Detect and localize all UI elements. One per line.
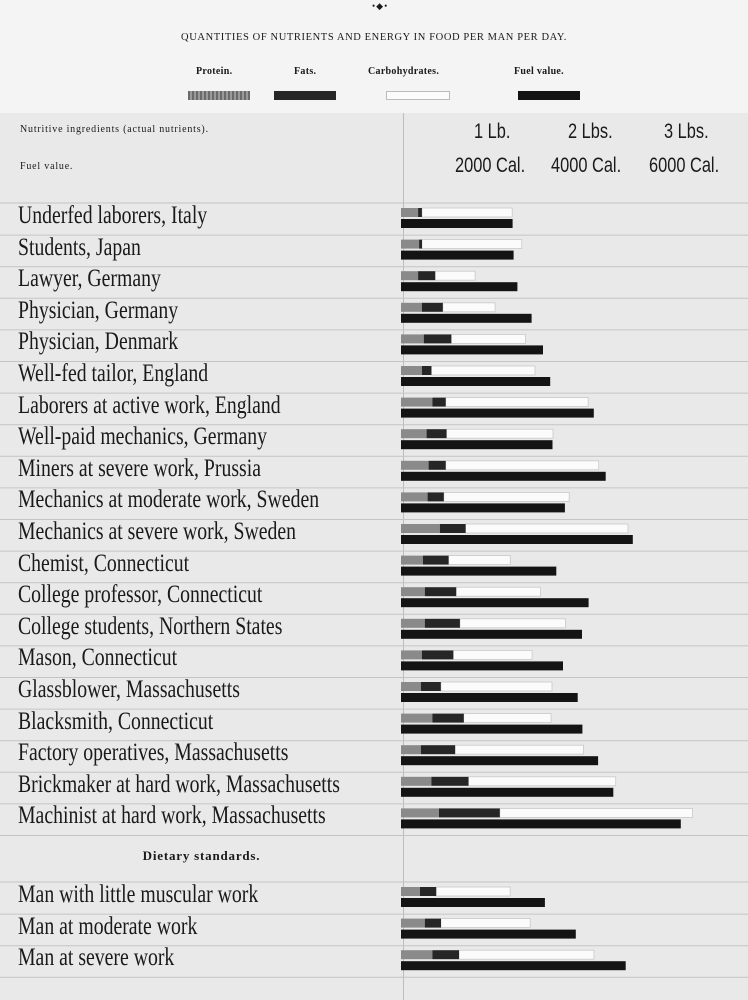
row-label-laborers-at-active-work-england: Laborers at active work, England	[18, 391, 281, 419]
bar-fats-well-fed-tailor-england	[422, 366, 432, 375]
legend-swatch-carbohydrates	[386, 91, 450, 100]
bar-fats-physician-denmark	[424, 334, 452, 343]
row-label-physician-denmark: Physician, Denmark	[18, 328, 179, 356]
bar-carbohydrates-mechanics-at-severe-work-sweden	[466, 524, 628, 533]
tick-label-4000cal: 4000 Cal.	[551, 154, 622, 177]
legend-label-fats: Fats.	[294, 66, 317, 77]
row-label-college-professor-connecticut: College professor, Connecticut	[18, 581, 263, 609]
bar-protein-factory-operatives-massachusetts	[401, 745, 421, 754]
row-label-mechanics-at-moderate-work-sweden: Mechanics at moderate work, Sweden	[18, 486, 320, 514]
bar-carbohydrates-glassblower-massachusetts	[441, 682, 552, 691]
bar-carbohydrates-factory-operatives-massachusetts	[455, 745, 583, 754]
row-label-chemist-connecticut: Chemist, Connecticut	[18, 549, 190, 577]
bar-carbohydrates-physician-denmark	[451, 334, 525, 343]
legend-label-protein: Protein.	[196, 66, 233, 77]
bar-chart	[0, 113, 748, 1000]
bar-fuel-blacksmith-connecticut	[401, 725, 582, 734]
bar-protein-man-at-severe-work	[401, 950, 432, 959]
bar-fats-man-at-severe-work	[432, 950, 459, 959]
legend-label-fuel: Fuel value.	[514, 66, 564, 77]
bar-carbohydrates-mechanics-at-moderate-work-sweden	[444, 492, 569, 501]
bar-carbohydrates-blacksmith-connecticut	[464, 714, 551, 723]
bar-fuel-glassblower-massachusetts	[401, 693, 578, 702]
bar-fuel-laborers-at-active-work-england	[401, 409, 594, 418]
bar-fats-students-japan	[419, 240, 422, 249]
bar-fats-mason-connecticut	[422, 650, 453, 659]
bar-fats-mechanics-at-moderate-work-sweden	[428, 492, 444, 501]
bar-protein-glassblower-massachusetts	[401, 682, 421, 691]
bar-carbohydrates-well-fed-tailor-england	[431, 366, 535, 375]
bar-protein-machinist-at-hard-work-massachusetts	[401, 808, 439, 817]
bar-fuel-chemist-connecticut	[401, 567, 556, 576]
bar-carbohydrates-laborers-at-active-work-england	[446, 398, 589, 407]
bar-fuel-college-students-northern-states	[401, 630, 582, 639]
bar-fuel-machinist-at-hard-work-massachusetts	[401, 819, 681, 828]
row-label-well-fed-tailor-england: Well-fed tailor, England	[18, 360, 209, 387]
legend-label-carbohydrates: Carbohydrates.	[368, 66, 440, 77]
row-label-well-paid-mechanics-germany: Well-paid mechanics, Germany	[18, 423, 268, 451]
tick-label-1lb: 1 Lb.	[474, 120, 511, 143]
bar-fuel-man-at-moderate-work	[401, 930, 576, 939]
tick-label-3lbs: 3 Lbs.	[664, 120, 709, 143]
row-label-glassblower-massachusetts: Glassblower, Massachusetts	[18, 676, 240, 703]
bar-fuel-factory-operatives-massachusetts	[401, 756, 598, 765]
bar-carbohydrates-college-students-northern-states	[460, 619, 566, 628]
bar-carbohydrates-well-paid-mechanics-germany	[447, 429, 553, 438]
bar-fats-brickmaker-at-hard-work-massachusetts	[431, 777, 468, 786]
legend-swatch-protein	[188, 91, 250, 100]
tick-label-2000cal: 2000 Cal.	[455, 154, 526, 177]
bar-protein-physician-germany	[401, 303, 422, 312]
bar-carbohydrates-chemist-connecticut	[449, 556, 511, 565]
bar-fuel-well-fed-tailor-england	[401, 377, 550, 386]
tick-label-2lbs: 2 Lbs.	[568, 120, 613, 143]
bar-fats-lawyer-germany	[418, 271, 435, 280]
bar-fats-mechanics-at-severe-work-sweden	[440, 524, 466, 533]
bar-fuel-mechanics-at-severe-work-sweden	[401, 535, 633, 544]
row-label-physician-germany: Physician, Germany	[18, 296, 179, 324]
row-label-factory-operatives-massachusetts: Factory operatives, Massachusetts	[18, 739, 289, 767]
bar-fats-physician-germany	[422, 303, 443, 312]
bar-fuel-physician-denmark	[401, 345, 543, 354]
bar-fuel-mason-connecticut	[401, 661, 563, 670]
bar-protein-mason-connecticut	[401, 650, 422, 659]
bar-fuel-mechanics-at-moderate-work-sweden	[401, 503, 565, 512]
bar-fuel-man-at-severe-work	[401, 961, 626, 970]
bar-fats-factory-operatives-massachusetts	[421, 745, 455, 754]
row-label-lawyer-germany: Lawyer, Germany	[18, 265, 161, 293]
bar-fuel-college-professor-connecticut	[401, 598, 589, 607]
bar-carbohydrates-college-professor-connecticut	[456, 587, 540, 596]
standard-label-man-with-little-muscular-work: Man with little muscular work	[18, 881, 259, 908]
bar-protein-brickmaker-at-hard-work-massachusetts	[401, 777, 431, 786]
bar-protein-laborers-at-active-work-england	[401, 398, 432, 407]
nutrients-axis-label: Nutritive ingredients (actual nutrients).	[20, 124, 209, 135]
legend-swatch-fuel	[518, 91, 580, 100]
bar-protein-man-at-moderate-work	[401, 919, 425, 928]
bar-protein-mechanics-at-moderate-work-sweden	[401, 492, 428, 501]
bar-protein-man-with-little-muscular-work	[401, 887, 420, 896]
bar-fats-college-professor-connecticut	[425, 587, 456, 596]
standard-label-man-at-severe-work: Man at severe work	[18, 944, 175, 972]
bar-fats-miners-at-severe-work-prussia	[429, 461, 446, 470]
ornament: •◆•	[372, 1, 389, 11]
tick-label-6000cal: 6000 Cal.	[649, 154, 720, 177]
bar-fats-college-students-northern-states	[425, 619, 460, 628]
bar-fuel-underfed-laborers-italy	[401, 219, 513, 228]
bar-protein-college-professor-connecticut	[401, 587, 425, 596]
bar-fuel-miners-at-severe-work-prussia	[401, 472, 606, 481]
bar-fats-blacksmith-connecticut	[432, 714, 463, 723]
row-label-students-japan: Students, Japan	[18, 233, 141, 261]
bar-carbohydrates-man-at-moderate-work	[441, 919, 530, 928]
chart-body	[0, 113, 748, 1000]
bar-protein-well-paid-mechanics-germany	[401, 429, 427, 438]
bar-protein-physician-denmark	[401, 334, 424, 343]
bar-protein-underfed-laborers-italy	[401, 208, 418, 217]
row-label-brickmaker-at-hard-work-massachusetts: Brickmaker at hard work, Massachusetts	[18, 770, 340, 798]
bar-protein-mechanics-at-severe-work-sweden	[401, 524, 440, 533]
bar-fats-chemist-connecticut	[423, 556, 449, 565]
row-label-college-students-northern-states: College students, Northern States	[18, 612, 283, 640]
bar-carbohydrates-underfed-laborers-italy	[422, 208, 512, 217]
bar-protein-blacksmith-connecticut	[401, 714, 432, 723]
bar-carbohydrates-man-at-severe-work	[459, 950, 594, 959]
bar-protein-lawyer-germany	[401, 271, 418, 280]
standards-heading: Dietary standards.	[142, 848, 261, 863]
bar-fuel-man-with-little-muscular-work	[401, 898, 545, 907]
bar-fuel-well-paid-mechanics-germany	[401, 440, 553, 449]
bar-carbohydrates-machinist-at-hard-work-massachusetts	[500, 808, 693, 817]
bar-fats-man-at-moderate-work	[425, 919, 441, 928]
bar-protein-well-fed-tailor-england	[401, 366, 422, 375]
bar-fats-underfed-laborers-italy	[418, 208, 422, 217]
bar-fats-machinist-at-hard-work-massachusetts	[439, 808, 500, 817]
bar-fuel-physician-germany	[401, 314, 532, 323]
bar-fuel-students-japan	[401, 251, 514, 260]
row-label-machinist-at-hard-work-massachusetts: Machinist at hard work, Massachusetts	[18, 802, 326, 830]
row-label-mason-connecticut: Mason, Connecticut	[18, 644, 178, 672]
bar-carbohydrates-mason-connecticut	[453, 650, 532, 659]
bar-fats-laborers-at-active-work-england	[432, 398, 445, 407]
bar-carbohydrates-miners-at-severe-work-prussia	[446, 461, 599, 470]
row-label-miners-at-severe-work-prussia: Miners at severe work, Prussia	[18, 454, 261, 482]
row-label-mechanics-at-severe-work-sweden: Mechanics at severe work, Sweden	[18, 518, 297, 545]
fuel-axis-label: Fuel value.	[20, 161, 74, 172]
bar-fuel-brickmaker-at-hard-work-massachusetts	[401, 788, 613, 797]
chart-title: QUANTITIES OF NUTRIENTS AND ENERGY IN FOOD PER MAN PER DAY.	[181, 32, 567, 43]
standard-label-man-at-moderate-work: Man at moderate work	[18, 912, 198, 940]
bar-carbohydrates-students-japan	[422, 240, 522, 249]
chart-header-area	[0, 0, 748, 113]
bar-carbohydrates-physician-germany	[443, 303, 495, 312]
bar-protein-college-students-northern-states	[401, 619, 425, 628]
bar-fuel-lawyer-germany	[401, 282, 517, 291]
bar-carbohydrates-man-with-little-muscular-work	[436, 887, 510, 896]
bar-protein-students-japan	[401, 240, 419, 249]
row-label-blacksmith-connecticut: Blacksmith, Connecticut	[18, 707, 214, 735]
bar-carbohydrates-brickmaker-at-hard-work-massachusetts	[468, 777, 615, 786]
bar-fats-glassblower-massachusetts	[421, 682, 441, 691]
bar-carbohydrates-lawyer-germany	[435, 271, 475, 280]
legend-swatch-fats	[274, 91, 336, 100]
bar-fats-well-paid-mechanics-germany	[427, 429, 447, 438]
bar-protein-chemist-connecticut	[401, 556, 423, 565]
bar-protein-miners-at-severe-work-prussia	[401, 461, 429, 470]
bar-fats-man-with-little-muscular-work	[420, 887, 436, 896]
row-label-underfed-laborers-italy: Underfed laborers, Italy	[18, 202, 208, 229]
